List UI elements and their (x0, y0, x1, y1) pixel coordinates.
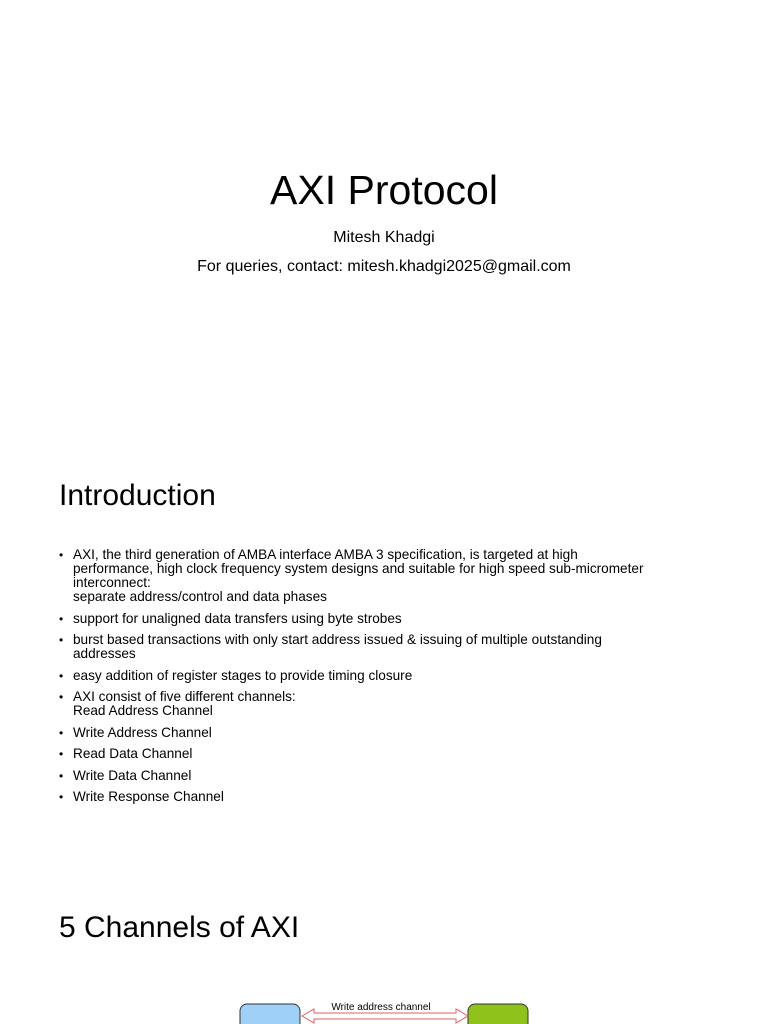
bullet-dot-icon: • (59, 725, 64, 740)
bullet-item (59, 690, 709, 718)
bullet-dot-icon: • (59, 768, 64, 783)
bullet-line: Write Response Channel (73, 789, 224, 804)
bullet-line: addresses (73, 646, 136, 661)
bullet-dot-icon: • (59, 668, 64, 683)
bullet-dot-icon: • (59, 690, 64, 704)
title-slide (0, 0, 768, 432)
master-block (240, 1004, 300, 1024)
bullet-item (59, 669, 709, 683)
bullet-item (59, 612, 709, 626)
introduction-slide (0, 432, 768, 864)
bullet-dot-icon: • (59, 790, 64, 804)
channels-title: 5 Channels of AXI (59, 911, 300, 944)
bullet-item (59, 726, 709, 740)
bullet-line: Read Data Channel (73, 746, 193, 761)
bullet-line: AXI, the third generation of AMBA interface AMBA 3 specification, is targeted at high (73, 547, 578, 562)
bullet-line: interconnect: (73, 575, 151, 590)
bullet-dot-icon: • (59, 611, 64, 626)
bullet-line: separate address/control and data phases (73, 589, 327, 604)
channels-slide (0, 864, 768, 1024)
channel-diagram (0, 994, 768, 1024)
bullet-line: Write Data Channel (73, 767, 192, 783)
bullet-line: support for unaligned data transfers using byte strobes (73, 610, 402, 626)
bullet-line: AXI consist of five different channels: (73, 689, 296, 704)
bullet-item (59, 790, 709, 804)
bullet-dot-icon: • (59, 633, 64, 647)
bullet-line: performance, high clock frequency system designs and suitable for high speed sub-micrometer (73, 561, 644, 576)
bullet-item (59, 548, 709, 604)
bullet-line: easy addition of register stages to provide timing closure (73, 667, 413, 683)
bullet-line: Write Address Channel (73, 724, 212, 740)
introduction-title: Introduction (59, 479, 216, 512)
bullet-line: burst based transactions with only start address issued & issuing of multiple outstanding (73, 632, 602, 647)
bullet-item (59, 747, 709, 761)
bullet-dot-icon: • (59, 548, 64, 562)
write-address-channel-label: Write address channel (331, 1002, 431, 1013)
bullet-dot-icon: • (59, 747, 64, 761)
bullet-line: Read Address Channel (73, 703, 213, 718)
slave-block (468, 1004, 528, 1024)
bullet-item (59, 769, 709, 783)
bullet-list (59, 548, 709, 812)
contact-line: For queries, contact: mitesh.khadgi2025@gmail.com (197, 258, 571, 275)
author-name: Mitesh Khadgi (333, 229, 435, 246)
deck-title: AXI Protocol (270, 167, 498, 213)
bullet-item (59, 633, 709, 661)
